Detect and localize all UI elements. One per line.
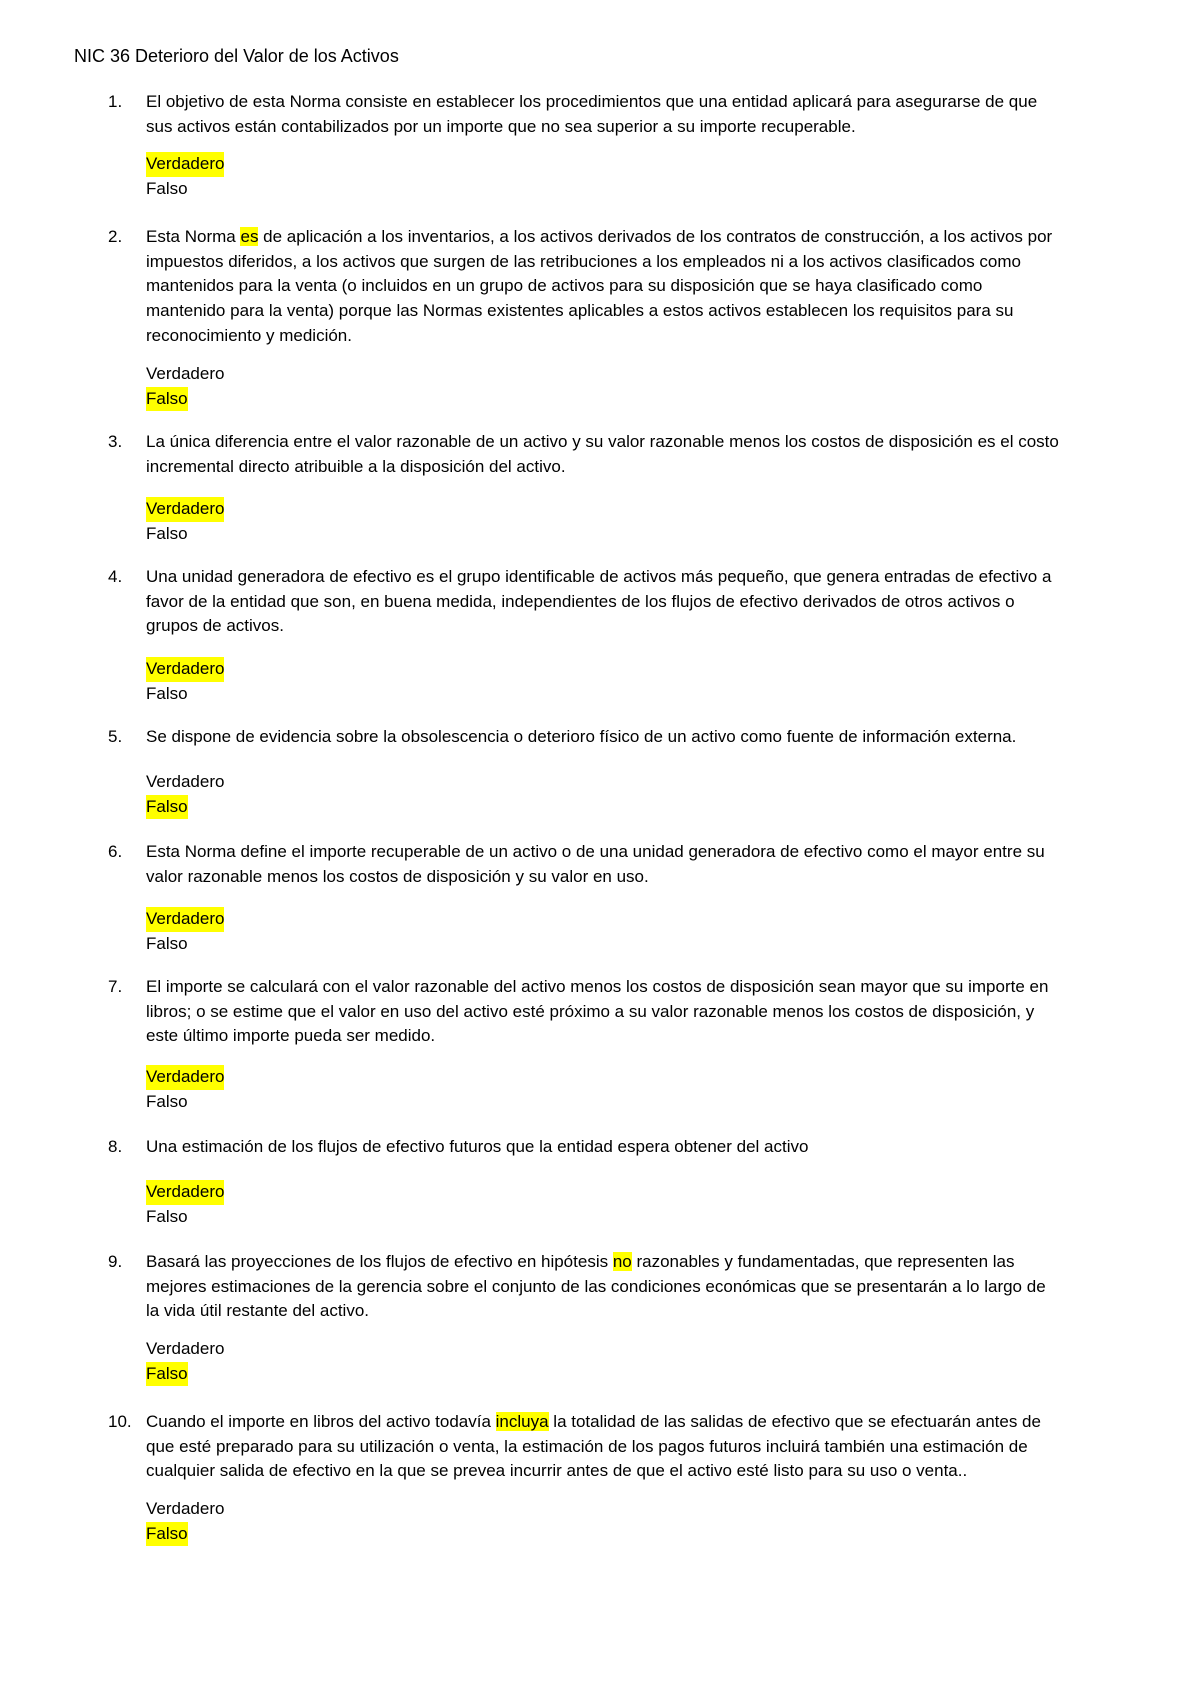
text-segment: Cuando el importe en libros del activo todavía <box>146 1412 496 1431</box>
highlighted-word: incluya <box>495 1412 549 1431</box>
question-text-line <box>146 865 1146 890</box>
answer-option-verdadero <box>146 770 224 795</box>
answer-option-label: Falso <box>146 387 188 412</box>
text-segment: cualquier salida de efectivo en la que se prevea incurrir antes de que el activo esté listo para su uso o venta.. <box>146 1461 968 1481</box>
answer-option-verdadero <box>146 362 224 387</box>
answer-option-label: Verdadero <box>146 1499 225 1518</box>
text-segment: la totalidad de las salidas de efectivo que se efectuarán antes de <box>548 1412 1041 1431</box>
question-number: 3. <box>108 432 123 451</box>
answer-option-verdadero <box>146 1337 224 1362</box>
answer-option-label: Falso <box>146 1091 188 1111</box>
text-segment: mantenidos para la venta (o incluidos en un grupo de activos para su disposición que se haya clasificado como <box>146 276 983 296</box>
question-number: 10. <box>108 1412 132 1431</box>
text-segment: reconocimiento y medición. <box>146 325 352 345</box>
question-text-line <box>146 565 1146 590</box>
question-number: 9. <box>108 1252 123 1271</box>
answer-option-label: Falso <box>146 683 188 703</box>
text-segment: El importe se calculará con el valor razonable del activo menos los costos de disposición sean mayor que su importe en <box>146 977 1049 996</box>
answer-option-label: Falso <box>146 1522 188 1547</box>
answer-option-label: Verdadero <box>146 772 225 791</box>
question-text-line <box>146 1000 1146 1025</box>
question-text <box>146 565 1146 639</box>
text-segment: Se dispone de evidencia sobre la obsolescencia o deterioro físico de un activo como fuente de información externa. <box>146 727 1017 746</box>
question-text-line <box>146 840 1146 865</box>
text-segment: El objetivo de esta Norma consiste en establecer los procedimientos que una entidad aplicará para asegurarse de que <box>146 92 1038 111</box>
question-text-line <box>146 725 1146 750</box>
answer-option-label: Verdadero <box>146 1065 224 1090</box>
question-text-line <box>146 1135 1146 1160</box>
document-title: NIC 36 Deterioro del Valor de los Activos <box>74 46 399 66</box>
text-segment: Basará las proyecciones de los flujos de efectivo en hipótesis <box>146 1252 613 1271</box>
question-text-line <box>146 250 1146 275</box>
question-text-line <box>146 614 1146 639</box>
text-segment: libros; o se estime que el valor en uso del activo esté próximo a su valor razonable menos los costos de disposición, y <box>146 1001 1035 1021</box>
answer-option-falso <box>146 387 224 412</box>
question-text-line <box>146 1435 1146 1460</box>
text-segment: sus activos están contabilizados por un importe que no sea superior a su importe recuperable. <box>146 116 856 136</box>
answer-option-label: Falso <box>146 795 188 820</box>
answer-option-falso <box>146 177 224 202</box>
text-segment: la vida útil restante del activo. <box>146 1301 370 1321</box>
text-segment: mantenido para la venta) porque las Normas existentes aplicables a estos activos establecen los requisitos para su <box>146 301 1014 321</box>
text-segment: Una estimación de los flujos de efectivo futuros que la entidad espera obtener del activo <box>146 1137 809 1156</box>
text-segment: favor de la entidad que son, en buena medida, independientes de los flujos de efectivo derivados de otros activos o <box>146 591 1015 611</box>
question-text-line <box>146 1275 1146 1300</box>
answer-options <box>146 1065 224 1114</box>
answer-option-label: Falso <box>146 1362 188 1387</box>
text-segment: este último importe pueda ser medido. <box>146 1026 436 1046</box>
question-text-line <box>146 975 1146 1000</box>
question-text <box>146 725 1146 750</box>
question-number: 4. <box>108 567 123 586</box>
answer-options <box>146 362 224 411</box>
answer-option-falso <box>146 795 224 820</box>
question-number: 2. <box>108 227 123 246</box>
question-text-line <box>146 455 1146 480</box>
answer-option-label: Falso <box>146 178 188 198</box>
answer-option-label: Falso <box>146 523 188 543</box>
text-segment: de aplicación a los inventarios, a los activos derivados de los contratos de construcción, a los activos por <box>258 227 1053 246</box>
question-text-line <box>146 430 1146 455</box>
answer-options <box>146 1497 224 1546</box>
question-text-line <box>146 1459 1146 1484</box>
answer-options <box>146 152 224 201</box>
question-text-line <box>146 274 1146 299</box>
question-text-line <box>146 590 1146 615</box>
question-number: 8. <box>108 1137 123 1156</box>
text-segment: Esta Norma <box>146 227 241 246</box>
question-text-line <box>146 299 1146 324</box>
question-text <box>146 975 1146 1049</box>
text-segment: que esté preparado para su utilización o venta, la estimación de los pagos futuros incluirá también una estimación de <box>146 1436 1028 1456</box>
question-text-line <box>146 1250 1146 1275</box>
answer-option-label: Verdadero <box>146 152 224 177</box>
question-text-line <box>146 1410 1146 1435</box>
text-segment: impuestos diferidos, a los activos que surgen de las retribuciones a los empleados ni a los activos clasificados como <box>146 251 1022 271</box>
question-text-line <box>146 225 1146 250</box>
text-segment: mejores estimaciones de la gerencia sobre el conjunto de las condiciones económicas que se presentarán a lo largo de <box>146 1276 1046 1296</box>
question-text-line <box>146 1299 1146 1324</box>
question-text <box>146 225 1146 348</box>
answer-option-label: Verdadero <box>146 1180 224 1205</box>
answer-option-label: Verdadero <box>146 1339 225 1358</box>
answer-option-falso <box>146 1205 224 1230</box>
answer-option-verdadero <box>146 1180 224 1205</box>
answer-option-verdadero <box>146 1497 224 1522</box>
answer-options <box>146 1180 224 1229</box>
question-number: 1. <box>108 92 123 111</box>
answer-option-verdadero <box>146 907 224 932</box>
text-segment: Una unidad generadora de efectivo es el grupo identificable de activos más pequeño, que genera entradas de efectivo a <box>146 567 1052 586</box>
question-text <box>146 1250 1146 1324</box>
answer-option-label: Falso <box>146 933 188 953</box>
question-text <box>146 90 1146 139</box>
question-number: 7. <box>108 977 123 996</box>
answer-option-verdadero <box>146 152 224 177</box>
text-segment: valor razonable menos los costos de disposición y su valor en uso. <box>146 866 649 886</box>
answer-options <box>146 770 224 819</box>
question-text-line <box>146 115 1146 140</box>
answer-option-label: Verdadero <box>146 364 225 383</box>
answer-option-falso <box>146 1362 224 1387</box>
answer-option-falso <box>146 1522 224 1547</box>
answer-option-label: Verdadero <box>146 907 224 932</box>
answer-option-label: Verdadero <box>146 497 224 522</box>
highlighted-word: es <box>240 227 259 246</box>
answer-option-verdadero <box>146 1065 224 1090</box>
answer-option-falso <box>146 932 224 957</box>
answer-options <box>146 907 224 956</box>
question-text <box>146 1410 1146 1484</box>
question-text <box>146 430 1146 479</box>
highlighted-word: no <box>612 1252 632 1271</box>
text-segment: Esta Norma define el importe recuperable de un activo o de una unidad generadora de efectivo como el mayor entre su <box>146 842 1045 861</box>
answer-options <box>146 1337 224 1386</box>
answer-option-label: Verdadero <box>146 657 224 682</box>
answer-option-falso <box>146 1090 224 1115</box>
text-segment: La única diferencia entre el valor razonable de un activo y su valor razonable menos los costos de disposición es el costo <box>146 432 1059 451</box>
question-number: 5. <box>108 727 123 746</box>
text-segment: razonables y fundamentadas, que representen las <box>631 1252 1015 1271</box>
question-text-line <box>146 324 1146 349</box>
answer-options <box>146 497 224 546</box>
text-segment: incremental directo atribuible a la disposición del activo. <box>146 456 566 476</box>
question-text-line <box>146 1024 1146 1049</box>
answer-option-falso <box>146 682 224 707</box>
answer-option-falso <box>146 522 224 547</box>
answer-option-verdadero <box>146 497 224 522</box>
question-text-line <box>146 90 1146 115</box>
question-text <box>146 840 1146 889</box>
answer-option-label: Falso <box>146 1206 188 1226</box>
answer-option-verdadero <box>146 657 224 682</box>
text-segment: grupos de activos. <box>146 616 284 636</box>
question-number: 6. <box>108 842 123 861</box>
question-text <box>146 1135 1146 1160</box>
answer-options <box>146 657 224 706</box>
